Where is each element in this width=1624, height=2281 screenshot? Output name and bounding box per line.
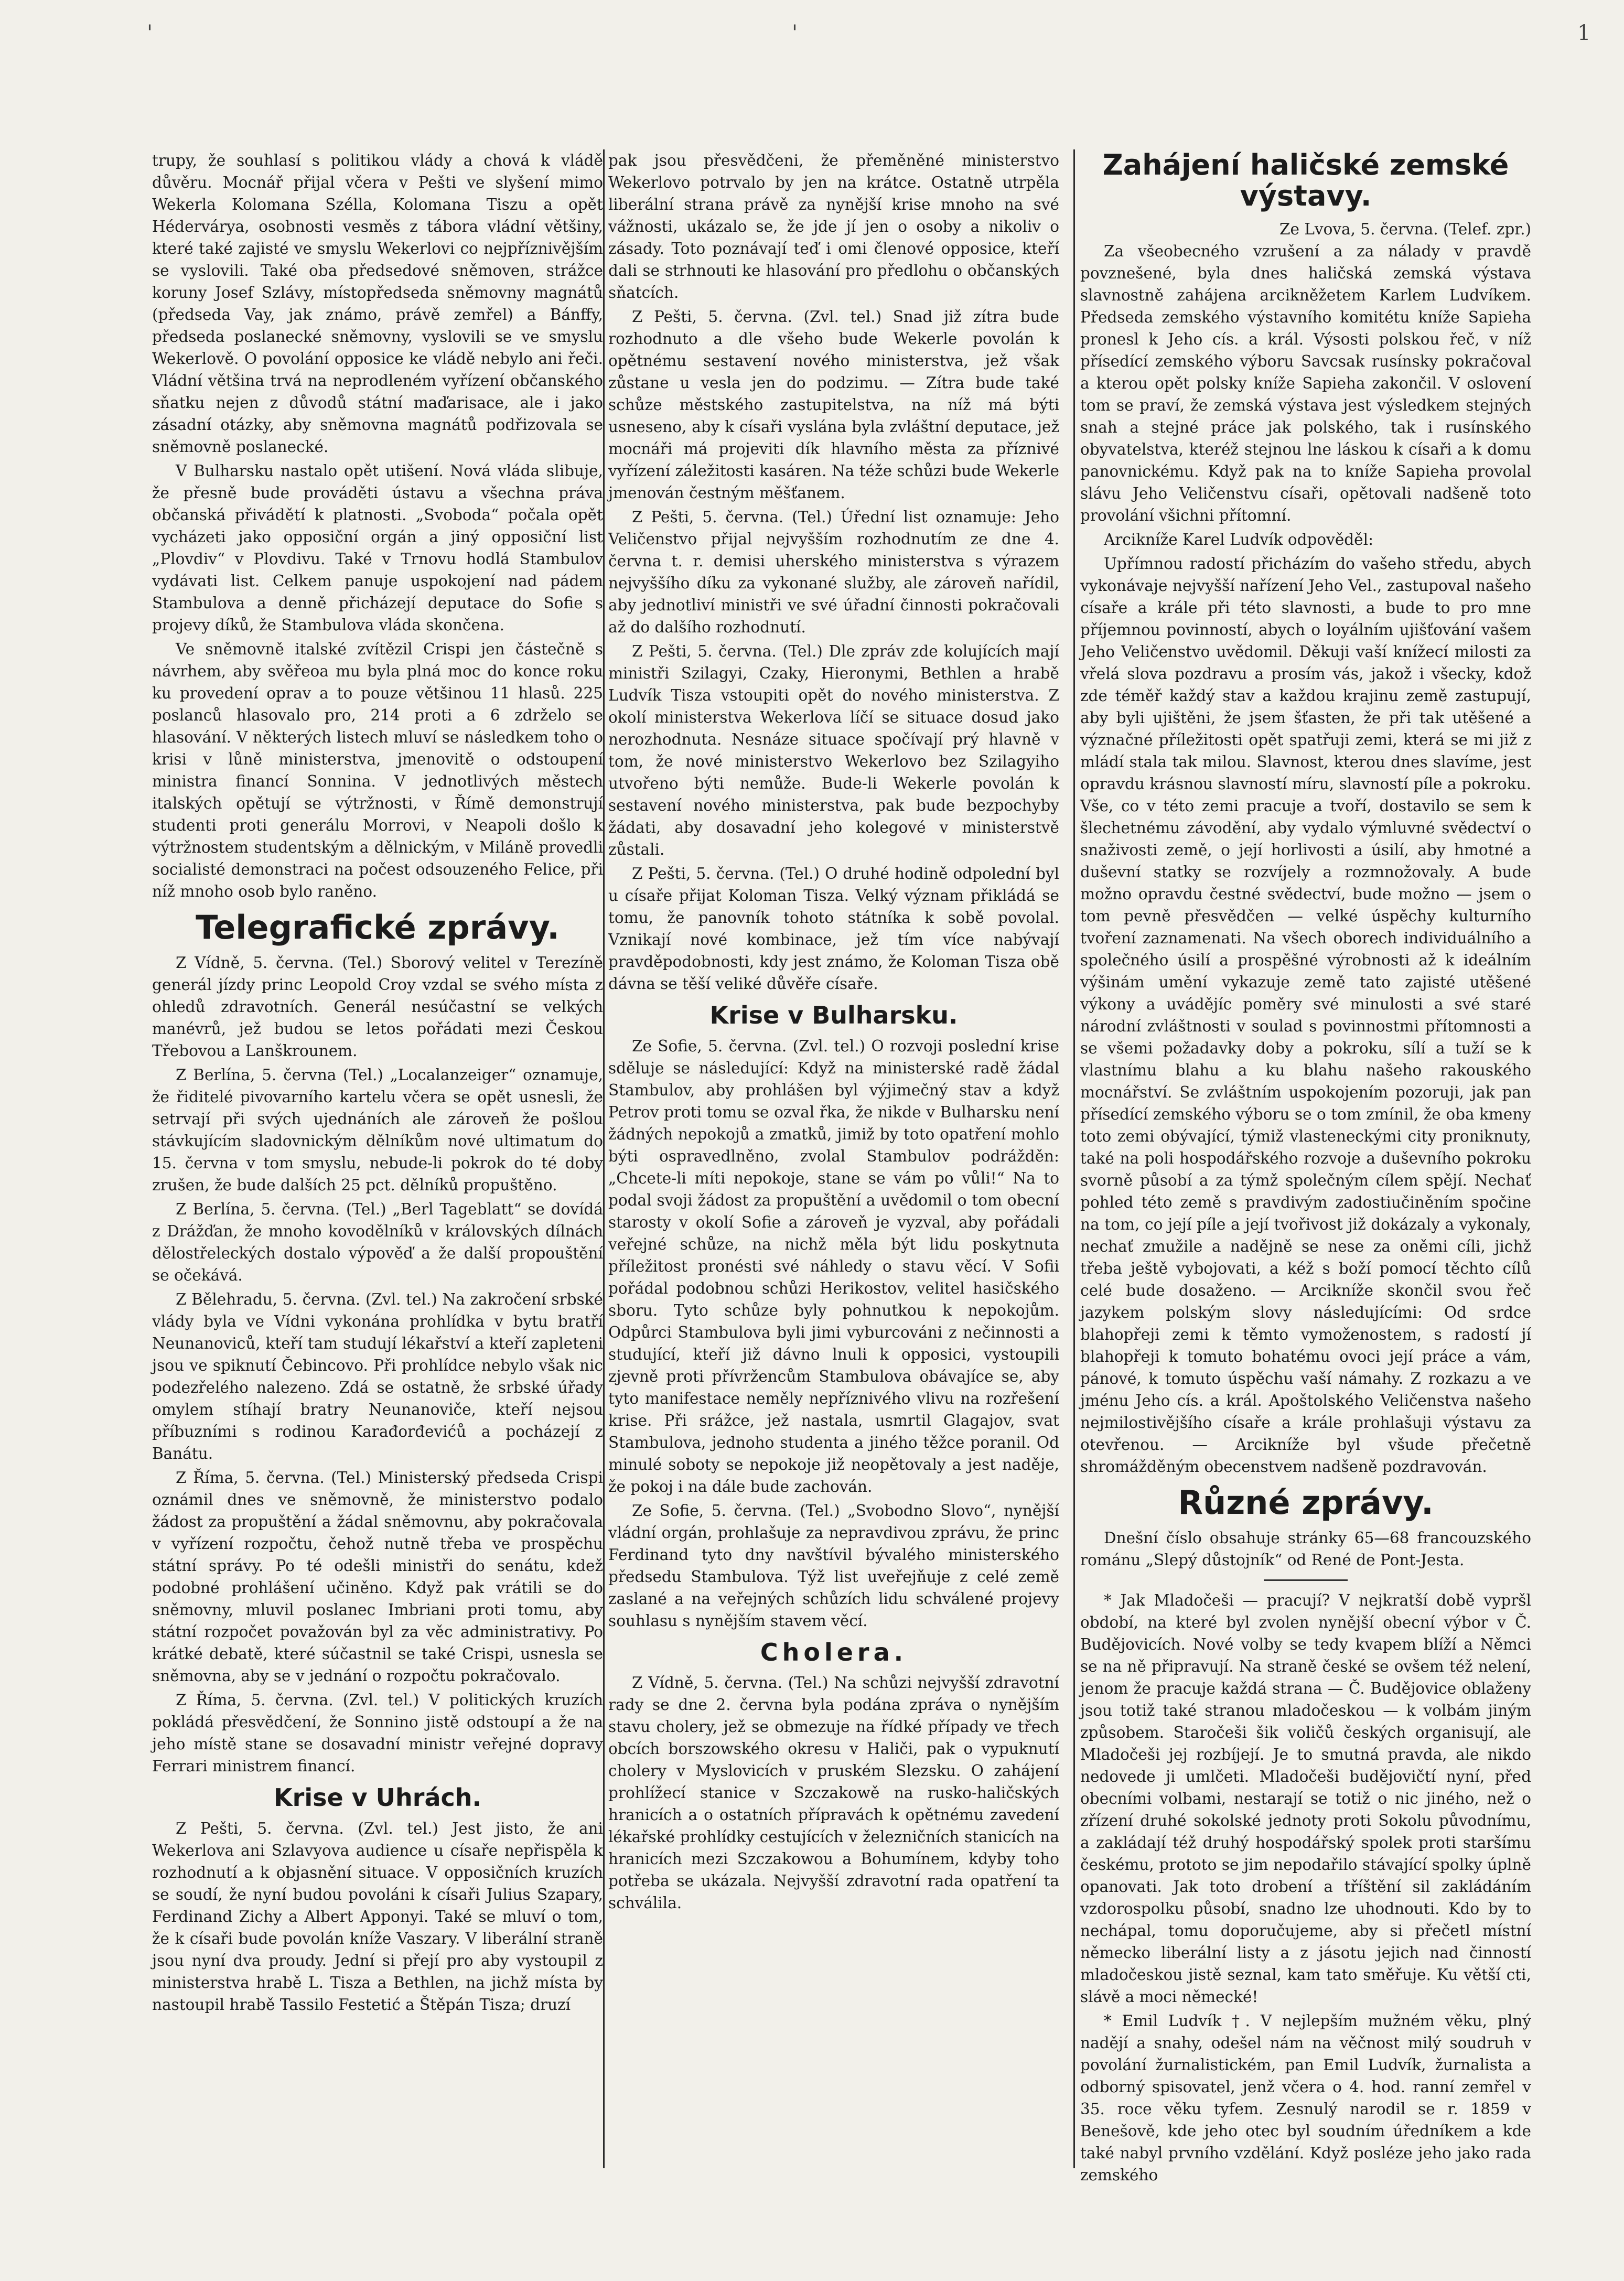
section-heading-exhibition: Zahájení haličské zemské výstavy. [1102, 148, 1509, 213]
column-rule-1 [603, 149, 605, 2168]
telegram-item: Z Pešti, 5. června. (Tel.) O druhé hodině odpolední byl u císaře přijat Koloman Tisza. Velký význam přikládá se tomu, že panovník tohoto státníka k sobě povolal. Vznikají nové kombinace, jež tím více nabývají pravděpodobnosti, kdy jest známo, že Koloman Tisza obě dávna se těší veliké důvěře císaře. [608, 865, 1059, 993]
article-paragraph: Za všeobecného vzrušení a za nálady v pravdě povznešené, byla dnes haličská zemská výstava slavnostně zahájena arcikněžetem Karlem Ludvíkem. Předseda zemského výstavního komitétu kníže Sapieha pronesl k Jeho cís. a král. Výsosti polskou řeč, v níž přísedící zemského výboru Savcsak rusínsky pokračoval a kterou opět polsky kníže Sapieha zakončil. V oslovení tom se praví, že zemská výstava jest výsledkem stejných snah a stejné práce jak polského, tak i rusínského obyvatelstva, kteréž stejnou lne láskou k císaři a k domu panovnickému. Když pak na to kníže Sapieha provolal slávu Jeho Veličenstvu císaři, opětovali nadšeně toto provolání všichni přítomní. [1080, 242, 1531, 524]
news-item: * Jak Mladočeši — pracují? V nejkratší době vypršl období, na které byl zvolen nynější obecní výbor v Č. Budějovicích. Nové volby se tedy kvapem blíží a Němci se na ně připravují. Na straně české se ovšem též nelení, jenom že pracuje každá strana — Č. Budějovice oblaženy jsou totiž také stranou mladočeskou — k volbám jiným způsobem. Staročeši šik voličů českých organisují, ale Mladočeši jej rozbíjejí. Je to smutná pravda, ale nikdo nedovede ji umlčeti. Mladočeši budějovičtí nyní, před obecními volbami, nestarají se totiž o nic jiného, než o zřízení druhé sokolské jednoty proti Sokolu původnímu, a zakládají též druhý hospodářský spolek proti staršímu českému, prototo se jim nepodařilo stávající spolky úplně opanovati. Jak toto drobení a tříštění sil zakládáním vzdorospolku působí, snadno lze uhodnouti. Kdo by to nechápal, tomu doporučujeme, aby si přečetl místní německo liberální listy a z jásotu jejich nad činností mladočeskou jistě seznal, kam tato směřuje. Ku větší cti, slávě a moci německé! [1080, 1591, 1531, 2006]
article-paragraph: Upřímnou radostí přicházím do vašeho středu, abych vykonávaje nejvyšší nařízení Jeho Vel., zastupoval našeho císaře a krále při této slavnosti, a bude to pro mne příjemnou povinností, abych o loyálním ujišťování vašem Jeho Veličenstvo uvědomil. Děkuji vaší knížecí milosti za vřelá slova pozdravu a prosím vás, jakož i všecky, kdož zde téměř každý stav a každou krajinu země zastupují, aby byli ujištěni, že jsem šťasten, že při tak utěšené a význačné příležitosti opět spatřuji zemi, která se mi již z mládí stala tak milou. Slavnost, kterou dnes slavíme, jest opravdu krásnou slavností míru, slavností píle a pokroku. Vše, co v této zemi pracuje a tvoří, dostavilo se sem k šlechetnému závodění, aby vydalo výmluvné svědectví o snaživosti země, o její horlivosti a úsilí, aby hmotné a duševní statky se rozvíjely a rozmnožovaly. A bude možno opravdu čestné svědectví, bude možno — jsem o tom pevně přesvědčen — velké úspěchy kulturního tvoření zaznamenati. Na všech oborech individuálního a společného úsilí a prospěšné výrobnosti až k ideálním výšinám umění vykazuje země tato zajisté utěšené výkony a uvádějíc poměry své minulosti a své staré národní zvláštnosti v soulad s povinnostmi přítomnosti a se všemi požadavky doby a pokroku, sílí a tuží se k vlastnímu blahu a ku blahu našeho rakouského mocnářství. Se zvláštním uspokojením pozoruji, jak pan přísedící zemského výboru se o tom zmínil, že oba kmeny toto zemi obývající, týmiž vlasteneckými city proniknuty, také na poli hospodářského rozvoje a duševního pokroku svorně působí a za týmž společným cílem spějí. Nechať pohled této země s pravdivým zadostiučiněním spočine na tom, co její píle a její tvořivost již dokázaly a vykonaly, nechať zmužile a nadějně se nese za oněmi cíli, jichž třeba ještě vybojovati, a kéž s boží pomocí těchto cílů celé bude dosaženo. — Arcikníže skončil svou řeč jazykem polským slovy následujícími: Od srdce blahopřeji zemi k těmto vymoženostem, s radostí jí blahopřeji k tomuto bohatému ovoci její práce a vám, pánové, k tomuto úspěchu vaší námahy. Z rozkazu a ve jménu Jeho cís. a král. Apoštolského Veličenstva našeho nejmilostivějšího císaře a krále prohlašuji výstavu za otevřenou. — Arcikníže byl všude přečetně shromážděným obecenstvem nadšeně pozdravován. [1080, 554, 1531, 1476]
dateline: Ze Lvova, 5. června. (Telef. zpr.) [1279, 220, 1531, 238]
telegram-item: Z Bělehradu, 5. června. (Zvl. tel.) Na zakročení srbské vlády byla ve Vídni vykonána prohlídka v bytu bratří Neunanoviců, kteří tam studují lékařství a kteří zapleteni jsou ve spiknutí Čebincovo. Při prohlídce nebylo však nic podezřelého nalezeno. Zdá se ostatně, že srbské úřady omylem stíhají bratry Neunanoviče, kteří nejsou příbuzními s rodinou Karađorđevićů a pocházejí z Banátu. [152, 1290, 603, 1463]
telegram-item: Ze Sofie, 5. června. (Zvl. tel.) O rozvoji poslední krise sděluje se následující: Když na ministerské radě žádal Stambulov, aby prohlášen byl výjimečný stav a když Petrov proti tomu se ozval řka, že nikde v Bulharsku není žádných nepokojů a zmatků, jimiž by toto opatření mohlo býti ospravedlněno, zvolal Stambulov podrážděn: „Chcete-li míti nepokoje, stane se vám po vůli!“ Na to podal svoji žádost za propuštění a uvědomil o tom obecní starosty v okolí Sofie a zároveň je vyzval, aby pořádali veřejné schůze, na nichž měla být lidu poskytnuta příležitost pronésti své náhledy o stavu věcí. V Sofii pořádal podobnou schůzi Herikostov, velitel hasičského sboru. Tyto schůze byly pohnutkou k nepokojům. Odpůrci Stambulova byli jimi vyburcováni z nečinnosti a studující, kteří již dávno lnuli k opposici, vystoupili zjevně proti přívržencům Stambulova obávajíce se, aby tyto manifestace neměly nepříznivého vlivu na rozřešení krise. Při srážce, jež nastala, usmrtil Glagajov, svat Stambulova, jednoho studenta a jiného těžce poranil. Od minulé soboty se nepokoje již neopětovaly a jest naděje, že pokoj i na dále bude zachován. [608, 1037, 1059, 1495]
telegram-item: Z Berlína, 5. června (Tel.) „Localanzeiger“ oznamuje, že řiditelé pivovarního kartelu včera se opět usnesli, že setrvají při svých ujednáních ale zároveň že pošlou stávkujícím sladovnickým dělníkům nové ultimatum do 15. června v tom smyslu, nebude-li pokrok do té doby zrušen, že bude dalších 25 pct. dělníků propuštěno. [152, 1066, 603, 1195]
article-paragraph: Arcikníže Karel Ludvík odpověděl: [1104, 530, 1374, 548]
section-heading-cholera: Cholera. [760, 1638, 908, 1666]
divider [1264, 1579, 1348, 1581]
telegram-item: Z Pešti, 5. června. (Zvl. tel.) Snad již zítra bude rozhodnuto a dle všeho bude Wekerle povolán k opětnému sestavení nového ministerstva, jež však zůstane u vesla jen do podzimu. — Zítra bude také schůze městského zastupitelstva, na níž má býti usneseno, aby k císaři vyslána byla zvláštní deputace, jež mocnáři má projeviti dík hlavního města za příznivé vyřízení záležitosti kasáren. Na téže schůzi bude Wekerle jmenován čestným měšťanem. [608, 308, 1059, 502]
telegram-item: Z Říma, 5. června. (Zvl. tel.) V politických kruzích pokládá přesvědčení, že Sonnino jistě odstoupí a že na jeho místě stane se dosavadní ministr veřejné dopravy Ferrari ministrem financí. [152, 1691, 603, 1776]
section-heading-hungary: Krise v Uhrách. [273, 1783, 481, 1812]
telegram-item: Z Pešti, 5. června. (Zvl. tel.) Jest jisto, že ani Wekerlova ani Szlavyova audience u císaře nepřispěla k rozhodnutí a k objasnění situace. V opposičních kruzích se soudí, že nyní budou povoláni k císaři Julius Szapary, Ferdinand Zichy a Albert Apponyi. Také se mluví o tom, že k císaři bude povolán kníže Vaszary. V liberální straně jsou nyní dva proudy. Jední si přejí pro aby vystoupil z ministerstva hrabě L. Tisza a Bethlen, na jichž místa by nastoupil hrabě Tassilo Festetić a Štěpán Tisza; druzí [152, 1819, 603, 2014]
column-2 [608, 149, 1059, 2168]
news-item: * Emil Ludvík †. V nejlepším mužném věku, plný nadějí a snahy, odešel nám na věčnost milý soudruh v povolání žurnalistickém, pan Emil Ludvík, žurnalista a odborný spisovatel, jenž včera o 4. hod. ranní zemřel v 35. roce věku tyfem. Zesnulý narodil se r. 1859 v Benešově, kde jeho otec byl soudním úředníkem a kde také nabyl prvního vzdělání. Když posléze jeho jako rada zemského [1080, 2011, 1531, 2184]
telegram-item: Z Vídně, 5. června. (Tel.) Na schůzi nejvyšší zdravotní rady se dne 2. června byla podána zpráva o nynějším stavu cholery, jež se obmezuje na řídké případy ve třech obcích borszowského okresu v Haliči, pak o vypuknutí cholery v Myslovicích v pruském Slezsku. O zahájení prohlížecí stanice v Szczakowě na rusko-haličských hranicích a o ostatních přípravách k opětnému zavedení lékařské prohlídky cestujících v železničních stanicích na hranicích mezi Szczakowou a Bohumínem, kdyby toho potřeba se ukázala. Nejvyšší zdravotní rada opatření ta schválila. [608, 1674, 1059, 1912]
article-paragraph: pak jsou přesvědčeni, že přeměněné ministerstvo Wekerlovo potrvalo by jen na krátce. Ostatně utrpěla liberální strana právě za nynější krise mnoho na své vážnosti, ukázalo se, že jde jí jen o osoby a nikoliv o zásady. Toto poznávají teď i omi členové opposice, kteří dali se strhnouti ke hlasování pro předlohu o občanských sňatcích. [608, 152, 1059, 302]
column-1 [152, 149, 603, 2168]
section-heading-telegrams: Telegrafické zprávy. [196, 908, 560, 946]
article-paragraph: Ve sněmovně italské zvítězil Crispi jen částečně s návrhem, aby svěřeoa mu byla plná moc do konce roku ku provedení oprav a to pouze většinou 11 hlasů. 225 poslanců hlasovalo pro, 214 proti a 6 zdrželo se hlasování. V některých listech mluví se následkem toho o krisi v lůně ministerstva, jmenovitě o odstoupení ministra financí Sonnina. V jednotlivých městech italských opětují se výtržnosti, v Římě demonstrují studenti proti generálu Morrovi, v Neapoli došlo k výtržnostem studentským a dělnickým, v Miláně provedli socialisté demonstraci na počest odsouzeného Felice, při níž mnoho osob bylo raněno. [152, 640, 603, 900]
article-paragraph: Dnešní číslo obsahuje stránky 65—68 francouzského románu „Slepý důstojník“ od René de Pont-Jesta. [1080, 1529, 1531, 1569]
telegram-item: Z Pešti, 5. června. (Tel.) Dle zpráv zde kolujících mají ministři Szilagyi, Czaky, Hieronymi, Bethlen a hrabě Ludvík Tisza vstoupiti opět do nového ministerstva. Z okolí ministerstva Wekerlova líčí se situace dosud jako nerozhodnuta. Nesnáze situace spočívají prý hlavně v tom, že nové ministerstvo Wekerlovo bez Szilagyiho utvořeno býti nemůže. Bude-li Wekerle povolán k sestavení nového ministerstva, pak bude bezpochyby žádati, aby dosavadní jeho kolegové v ministerstvě zůstali. [608, 642, 1059, 858]
page-mark-center: ' [792, 21, 798, 45]
column-rule-2 [1073, 149, 1075, 2168]
telegram-item: Z Pešti, 5. června. (Tel.) Úřední list oznamuje: Jeho Veličenstvo přijal nejvyšším rozhodnutím ze dne 4. června t. r. demisi uherského ministerstva s výrazem nejvyššího díku za vykonané služby, ale zároveň nařídil, aby jednotliví ministři ve své úřadní činnosti pokračovali až do dalšího rozhodnutí. [608, 508, 1059, 636]
page-mark-left: ' [147, 21, 153, 45]
section-heading-misc: Různé zprávy. [1178, 1483, 1434, 1522]
article-paragraph: trupy, že souhlasí s politikou vlády a chová k vládě důvěru. Mocnář přijal včera v Pešti ve slyšení mimo Wekerla Kolomana Szélla, Kolomana Tiszu a opět Hédervárya, osobnosti vesměs z tábora vládní většiny, které také zajisté ve smyslu Wekerlovi co nejpříznivějším se vyslovili. Také oba předsedové sněmoven, strážce koruny Josef Szlávy, místopředseda sněmovny magnátů (předseda Vay, jak známo, právě zemřel) a Bánffy, předseda poslanecké sněmovny, vyslovili se ve smyslu Wekerlově. O povolání opposice ke vládě nebylo ani řeči. Vládní většina trvá na neprodleném vyřízení občanského sňatku nejen z důvodů státní maďarisace, ale i jako zásadní otázky, aby sněmovna magnátů podřizovala se sněmovně poslanecké. [152, 152, 603, 456]
telegram-item: Z Vídně, 5. června. (Tel.) Sborový velitel v Terezíně generál jízdy princ Leopold Croy vzdal se svého místa z ohledů zdravotních. Generál nesúčastní se velkých manévrů, jež budou se letos pořádati mezi Českou Třebovou a Lanškrounem. [152, 954, 603, 1060]
section-heading-bulgaria: Krise v Bulharsku. [709, 1001, 958, 1029]
column-3 [1080, 148, 1531, 2184]
page-number: 1 [1577, 21, 1591, 45]
telegram-item: Z Berlína, 5. června. (Tel.) „Berl Tageblatt“ se dovídá z Drážďan, že mnoho kovodělníků v královských dílnách dělostřeleckých dostalo výpověď a že další propouštění se očekává. [152, 1200, 603, 1285]
telegram-item: Z Říma, 5. června. (Tel.) Ministerský předseda Crispi oznámil dnes ve sněmovně, že ministerstvo podalo žádost za propuštění a žádal sněmovnu, aby pokračovala v vyřízení rozpočtu, čehož nutně třeba ve prospěchu státní správy. Po té odešli ministři do senátu, kdež podobné prohlášení učiněno. Když pak vrátili se do sněmovny, mluvil poslanec Imbriani proti tomu, aby státní rozpočet považován byl za věc administrativy. Po krátké debatě, které súčastnil se také Crispi, usnesla se sněmovna, aby se v jednání o rozpočtu pokračovalo. [152, 1469, 603, 1685]
telegram-item: Ze Sofie, 5. června. (Tel.) „Svobodno Slovo“, nynější vládní orgán, prohlašuje za nepravdivou zprávu, že princ Ferdinand tyto dny navštívil bývalého ministerského předsedu Stambulova. Týž list uveřejňuje z celé země zaslané a na veřejných schůzích lidu schválené projevy souhlasu s nynějším stavem věcí. [608, 1501, 1059, 1630]
article-paragraph: V Bulharsku nastalo opět utišení. Nová vláda slibuje, že přesně bude prováděti ústavu a všechna práva občanská přivádětí k platnosti. „Svoboda“ počala opět vycházeti jako opposiční orgán a jiný opposiční list „Plovdiv“ v Plovdivu. Také v Trnovu hodlá Stambulov vydávati list. Celkem panuje uspokojení nad pádem Stambulova a denně přicházejí deputace do Sofie s projevy díků, že Stambulova vláda skončena. [152, 462, 603, 634]
